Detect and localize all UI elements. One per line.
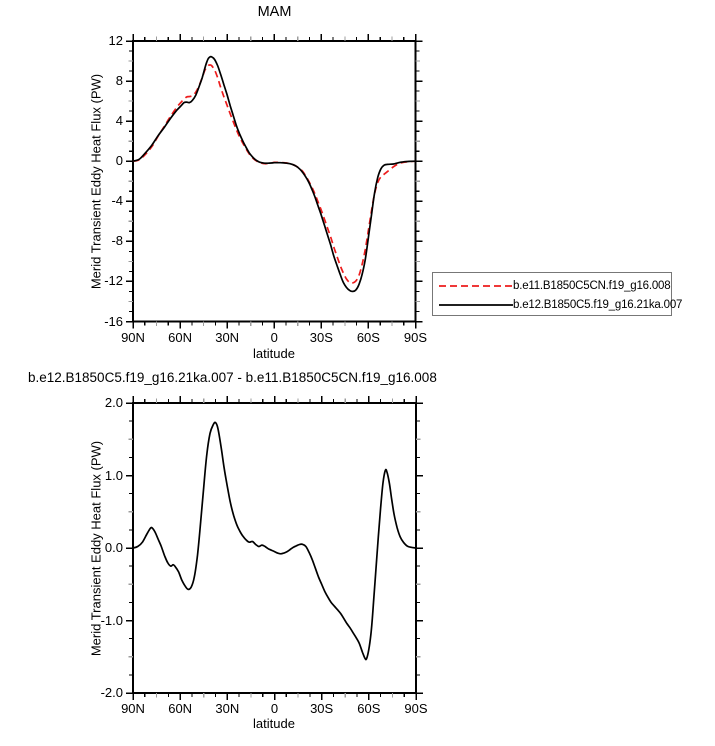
top-y-tick-label: 8: [115, 73, 123, 89]
bottom-y-tick-label: -1.0: [100, 612, 123, 628]
bottom-y-tick-label: 2.0: [104, 395, 123, 410]
bottom-series-curve-0: [133, 422, 416, 659]
top-series-curve-0: [133, 65, 416, 283]
top-series-curve-1: [133, 57, 416, 292]
legend: [432, 272, 683, 316]
bottom-chart-title: b.e12.B1850C5.f19_g16.21ka.007 - b.e11.B1850C5CN.f19_g16.008: [28, 370, 437, 385]
bottom-x-tick-label: 60S: [357, 701, 381, 716]
top-y-tick-label: 0: [115, 153, 123, 169]
bottom-chart-x-axis-title: latitude: [253, 716, 295, 731]
bottom-x-tick-label: 60N: [168, 701, 193, 716]
top-y-tick-label: -8: [111, 233, 123, 249]
bottom-y-tick-label: -2.0: [100, 685, 123, 700]
top-chart-title: MAM: [257, 4, 292, 20]
legend-entry: [437, 295, 683, 314]
top-chart-y-axis-title: Merid Transient Eddy Heat Flux (PW): [88, 73, 104, 290]
bottom-x-tick-label: 90S: [404, 701, 428, 716]
bottom-x-tick-label: 0: [270, 701, 279, 716]
top-x-tick-label: 60N: [168, 329, 192, 345]
top-y-tick-label: 4: [115, 113, 123, 129]
bottom-y-tick-label: 0.0: [104, 540, 123, 555]
legend-entry: [437, 276, 671, 295]
red-dashed-line-sample: [437, 277, 513, 295]
top-y-tick-label: -12: [104, 273, 123, 289]
top-x-tick-label: 90S: [403, 329, 428, 345]
bottom-chart: [126, 396, 423, 700]
top-x-tick-label: 30S: [309, 329, 333, 345]
top-x-tick-label: 60S: [356, 329, 380, 345]
legend-label: b.e12.B1850C5.f19_g16.21ka.007: [513, 298, 683, 311]
bottom-chart-y-axis-title: Merid Transient Eddy Heat Flux (PW): [88, 440, 104, 657]
top-chart: [126, 34, 423, 329]
top-chart-frame: [133, 41, 416, 322]
legend-label: b.e11.B1850C5CN.f19_g16.008: [513, 279, 671, 292]
black-solid-line-sample: [437, 296, 513, 314]
top-x-tick-label: 0: [270, 329, 278, 345]
top-y-tick-label: -16: [104, 313, 123, 329]
top-y-tick-label: -4: [111, 193, 123, 209]
top-y-tick-label: 12: [108, 33, 123, 48]
bottom-x-tick-label: 90N: [121, 701, 145, 716]
bottom-x-tick-label: 30S: [310, 701, 334, 716]
top-x-tick-label: 90N: [121, 329, 145, 345]
bottom-chart-frame: [133, 403, 416, 693]
bottom-y-tick-label: 1.0: [104, 467, 123, 483]
top-x-tick-label: 30N: [215, 329, 240, 345]
top-chart-x-axis-title: latitude: [253, 346, 295, 361]
bottom-x-tick-label: 30N: [215, 701, 240, 716]
